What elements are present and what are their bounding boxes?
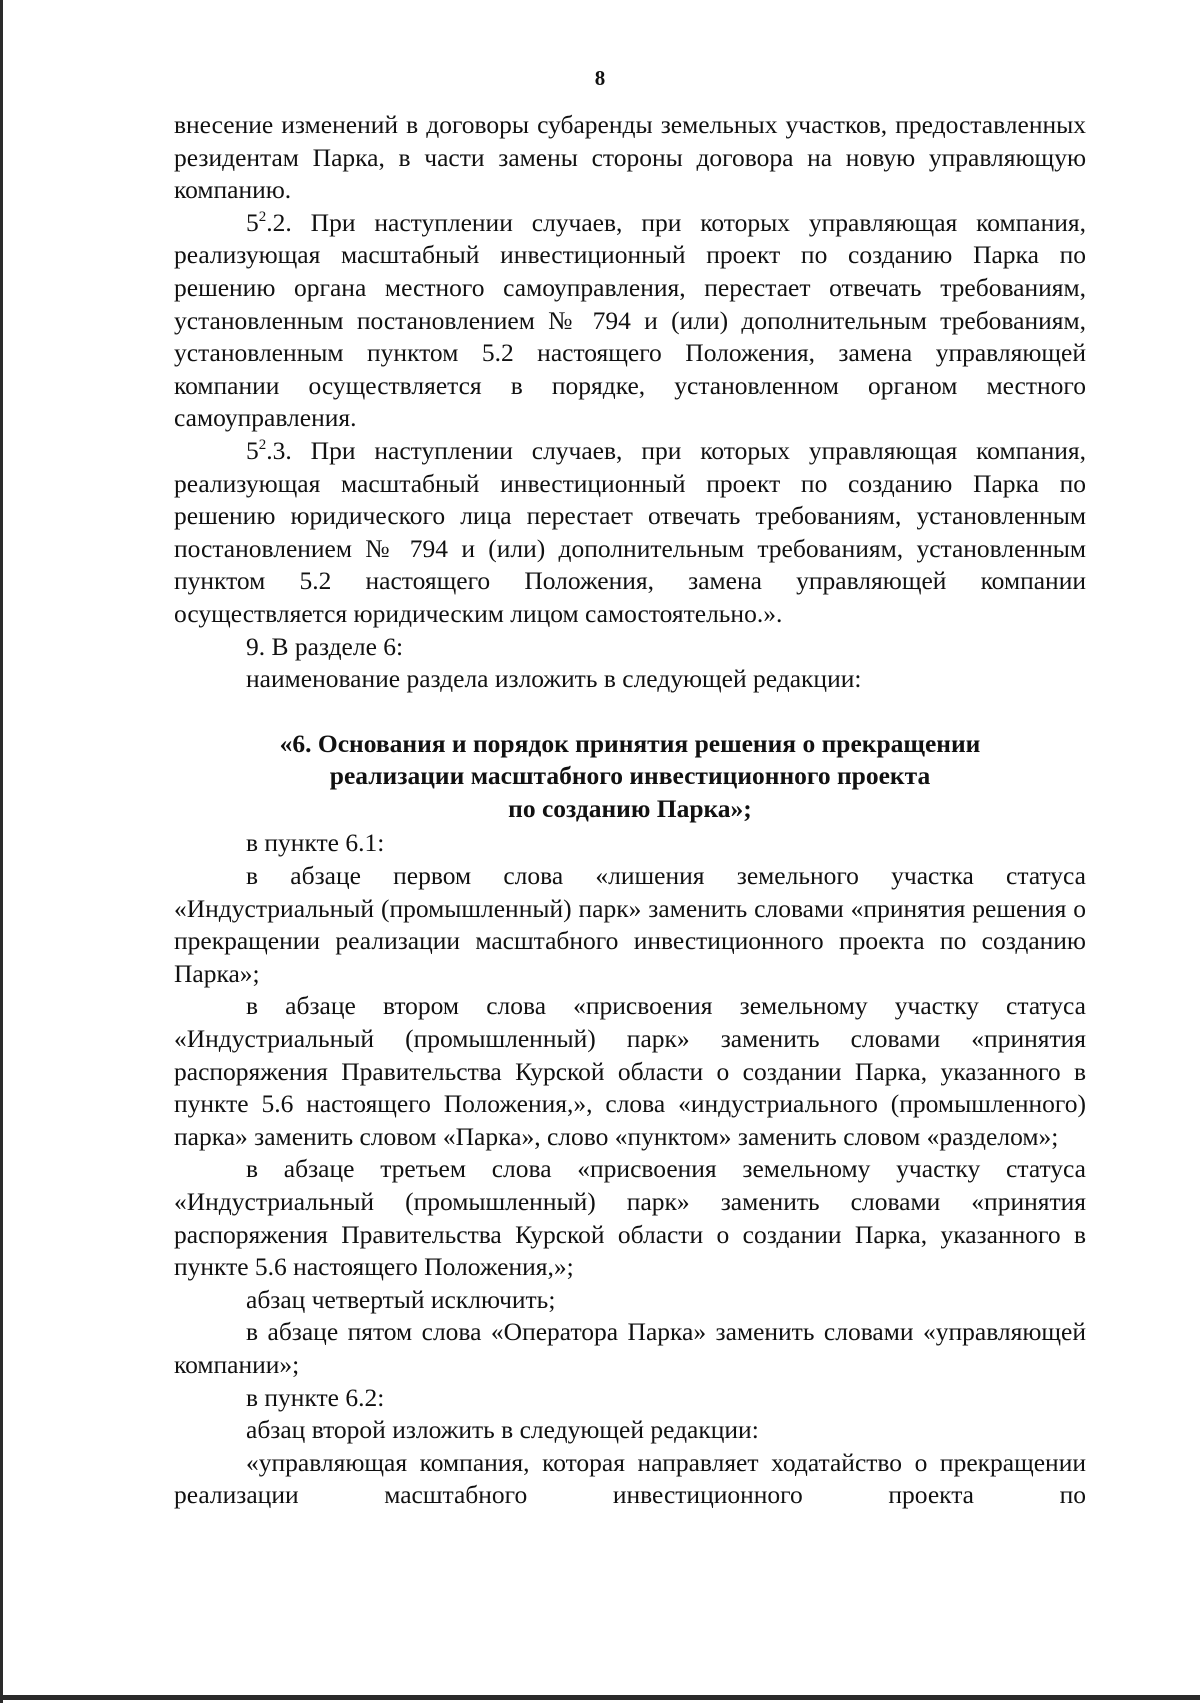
paragraph-section-name: наименование раздела изложить в следующей редакции: xyxy=(246,664,862,694)
paragraph-section-9: 9. В разделе 6: xyxy=(246,631,404,661)
paragraph-abzac-second: абзац второй изложить в следующей редакции: xyxy=(246,1415,759,1445)
scan-edge-left xyxy=(0,0,3,1703)
section-heading-line-1: «6. Основания и порядок принятия решения о прекращении xyxy=(279,728,981,758)
paragraph-1: внесение изменений в договоры субаренды земельных участков, предоставленных резидентам Парка, в части замены стороны договора на новую управляющую компанию. xyxy=(174,110,1086,205)
scan-edge-bottom xyxy=(0,1695,1200,1700)
paragraph-clause-5-2-3 xyxy=(174,435,1086,631)
paragraph-abzac-1: в абзаце первом слова «лишения земельного участка статуса «Индустриальный (промышленный) парк» заменить словами «принятия решения о прекращении реализации масштабного инвестиционного проекта по созданию Парка»; xyxy=(174,861,1086,988)
paragraph-point-6-2: в пункте 6.2: xyxy=(246,1382,385,1412)
page-number: 8 xyxy=(594,66,606,90)
paragraph-point-6-1: в пункте 6.1: xyxy=(246,828,385,858)
paragraph-abzac-4: абзац четвертый исключить; xyxy=(246,1284,556,1314)
document-body xyxy=(174,109,1086,1512)
paragraph-quote-start: «управляющая компания, которая направляет ходатайство о прекращении реализации масштабного инвестиционного проекта по xyxy=(174,1447,1086,1510)
paragraph-abzac-3: в абзаце третьем слова «присвоения земельному участку статуса «Индустриальный (промышленный) парк» заменить словами «принятия распоряжения Правительства Курской области о создании Парка, указанного в пункте 5.6 настоящего Положения,»; xyxy=(174,1154,1086,1282)
clause-number-base: 5 xyxy=(246,435,259,465)
section-heading xyxy=(174,728,1086,826)
clause-text: .2. При наступлении случаев, при которых управляющая компания, реализующая масштабный инвестиционный проект по созданию Парка по решению органа местного самоуправления, перестает отвечать требованиям, установленным постановлением № 794 и (или) дополнительным требованиям, установленным пунктом 5.2 настоящего Положения, замена управляющей компании осуществляется в порядке, установленном органом местного самоуправления. xyxy=(174,207,1086,433)
paragraph-abzac-2: в абзаце втором слова «присвоения земельному участку статуса «Индустриальный (промышленный) парк» заменить словами «принятия распоряжения Правительства Курской области о создании Парка, указанного в пункте 5.6 настоящего Положения,», слова «индустриального (промышленного) парка» заменить словом «Парка», слово «пунктом» заменить словом «разделом»; xyxy=(174,991,1086,1151)
clause-number-superscript: 2 xyxy=(258,436,267,453)
section-heading-line-3: по созданию Парка»; xyxy=(508,793,752,823)
paragraph-clause-5-2-2 xyxy=(174,207,1086,435)
section-heading-line-2: реализации масштабного инвестиционного проекта xyxy=(329,761,931,791)
clause-number-superscript: 2 xyxy=(258,208,267,225)
paragraph-abzac-5: в абзаце пятом слова «Оператора Парка» заменить словами «управляющей компании»; xyxy=(174,1317,1086,1379)
clause-number-base: 5 xyxy=(246,207,259,237)
clause-text: .3. При наступлении случаев, при которых управляющая компания, реализующая масштабный инвестиционный проект по созданию Парка по решению юридического лица перестает отвечать требованиям, установленным постановлением № 794 и (или) дополнительным требованиям, установленным пунктом 5.2 настоящего Положения, замена управляющей компании осуществляется юридическим лицом самостоятельно.». xyxy=(174,435,1086,628)
